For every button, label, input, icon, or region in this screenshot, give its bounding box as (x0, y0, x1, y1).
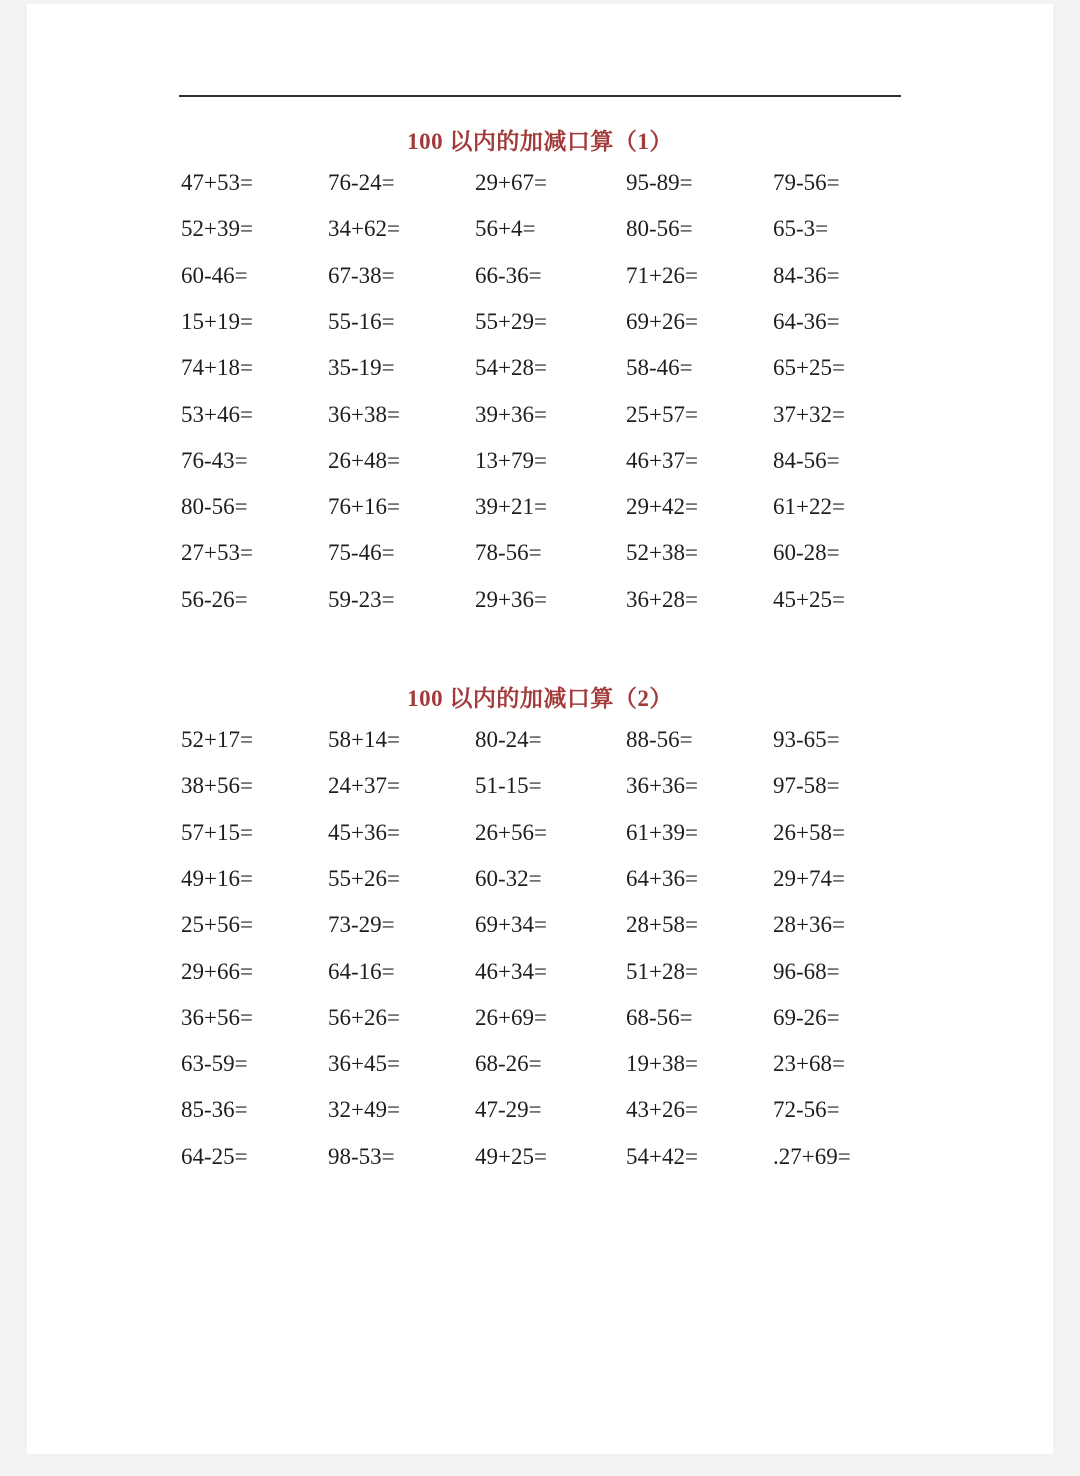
math-problem: 45+25= (773, 586, 845, 612)
math-problem: 98-53= (328, 1143, 395, 1169)
math-problem: 97-58= (773, 773, 840, 799)
math-problem: 64+36= (626, 865, 698, 891)
math-problem: 51+28= (626, 958, 698, 984)
math-problem: 58+14= (328, 727, 400, 752)
math-problem: 65-3= (773, 216, 829, 242)
math-problem: 29+66= (181, 958, 253, 984)
math-problem: 29+36= (475, 586, 547, 612)
math-problem: 26+56= (475, 819, 547, 845)
math-problem: 27+53= (181, 540, 253, 566)
math-problem: 26+58= (773, 819, 845, 845)
math-problem: 85-36= (181, 1097, 248, 1123)
math-problem: 76+16= (328, 494, 400, 520)
math-problem: 43+26= (626, 1097, 698, 1123)
math-problem: 39+21= (475, 494, 547, 520)
math-problem: 34+62= (328, 216, 400, 242)
math-problem: 24+37= (328, 773, 400, 799)
math-problem: 55+26= (328, 865, 400, 891)
math-problem: 15+19= (181, 308, 253, 334)
math-problem: 63-59= (181, 1051, 248, 1077)
math-problem: 88-56= (626, 727, 693, 752)
math-problem: 65+25= (773, 355, 845, 381)
math-problem: 64-25= (181, 1143, 248, 1169)
math-problem: 58-46= (626, 355, 693, 381)
math-problem: 96-68= (773, 958, 840, 984)
math-problem: 53+46= (181, 401, 253, 427)
math-problem: 26+48= (328, 447, 400, 473)
math-problem: 60-28= (773, 540, 840, 566)
math-problem: 52+38= (626, 540, 698, 566)
math-problem: 56-26= (181, 586, 248, 612)
math-problem: 55-16= (328, 308, 395, 334)
math-problem: 57+15= (181, 819, 253, 845)
math-problem: 79-56= (773, 170, 840, 195)
math-problem: 80-56= (181, 494, 248, 520)
math-problem: 68-56= (626, 1004, 693, 1030)
math-problem: 69+34= (475, 912, 547, 938)
math-problem: 36+45= (328, 1051, 400, 1077)
math-problem: 29+74= (773, 865, 845, 891)
math-problem: 52+17= (181, 727, 253, 752)
math-problem: 73-29= (328, 912, 395, 938)
math-problem: 64-16= (328, 958, 395, 984)
math-problem: 49+25= (475, 1143, 547, 1169)
math-problem: 29+42= (626, 494, 698, 520)
math-problem: 38+56= (181, 773, 253, 799)
math-problem: 19+38= (626, 1051, 698, 1077)
section-title-2: 100 以内的加减口算（2） (407, 686, 673, 711)
math-problem: 25+57= (626, 401, 698, 427)
section-title-1: 100 以内的加减口算（1） (407, 129, 673, 154)
math-problem: 52+39= (181, 216, 253, 242)
math-problem: 61+39= (626, 819, 698, 845)
math-problem: 37+32= (773, 401, 845, 427)
math-problem: 26+69= (475, 1004, 547, 1030)
math-problem: 45+36= (328, 819, 400, 845)
math-problem: 80-24= (475, 727, 542, 752)
math-problem: 32+49= (328, 1097, 400, 1123)
math-problem: 55+29= (475, 308, 547, 334)
math-problem: 76-24= (328, 170, 395, 195)
math-problem: 75-46= (328, 540, 395, 566)
math-problem: 54+42= (626, 1143, 698, 1169)
math-problem: 25+56= (181, 912, 253, 938)
math-problem: 36+56= (181, 1004, 253, 1030)
math-problem: 28+58= (626, 912, 698, 938)
math-problem: 84-56= (773, 447, 840, 473)
math-problem: 46+37= (626, 447, 698, 473)
math-problem: 68-26= (475, 1051, 542, 1077)
math-problem: 71+26= (626, 262, 698, 288)
math-problem: 28+36= (773, 912, 845, 938)
math-problem: 64-36= (773, 308, 840, 334)
math-problem: 13+79= (475, 447, 547, 473)
math-problem: 84-36= (773, 262, 840, 288)
math-problem: 49+16= (181, 865, 253, 891)
math-problem: 69-26= (773, 1004, 840, 1030)
math-problem: 59-23= (328, 586, 395, 612)
math-problem: 60-32= (475, 865, 542, 891)
math-problem: 61+22= (773, 494, 845, 520)
math-problem: 76-43= (181, 447, 248, 473)
math-problem: 54+28= (475, 355, 547, 381)
math-problem: 74+18= (181, 355, 253, 381)
math-problem: 36+36= (626, 773, 698, 799)
math-problem: 46+34= (475, 958, 547, 984)
math-problem: 60-46= (181, 262, 248, 288)
math-problem: 69+26= (626, 308, 698, 334)
math-problem: 39+36= (475, 401, 547, 427)
math-problem: 80-56= (626, 216, 693, 242)
math-problem: 78-56= (475, 540, 542, 566)
math-problem: 29+67= (475, 170, 547, 195)
math-problem: 35-19= (328, 355, 395, 381)
math-problem: 56+26= (328, 1004, 400, 1030)
math-problem: 93-65= (773, 727, 840, 752)
math-problem: 95-89= (626, 170, 693, 195)
math-problem: 51-15= (475, 773, 542, 799)
math-problem: 47+53= (181, 170, 253, 195)
math-problem: 66-36= (475, 262, 542, 288)
math-problem: 47-29= (475, 1097, 542, 1123)
top-divider-line (179, 95, 901, 97)
math-problem: 23+68= (773, 1051, 845, 1077)
math-problem: .27+69= (773, 1143, 851, 1169)
math-problem: 67-38= (328, 262, 395, 288)
math-problem: 72-56= (773, 1097, 840, 1123)
math-problem: 36+38= (328, 401, 400, 427)
math-problem: 36+28= (626, 586, 698, 612)
math-problem: 56+4= (475, 216, 536, 242)
